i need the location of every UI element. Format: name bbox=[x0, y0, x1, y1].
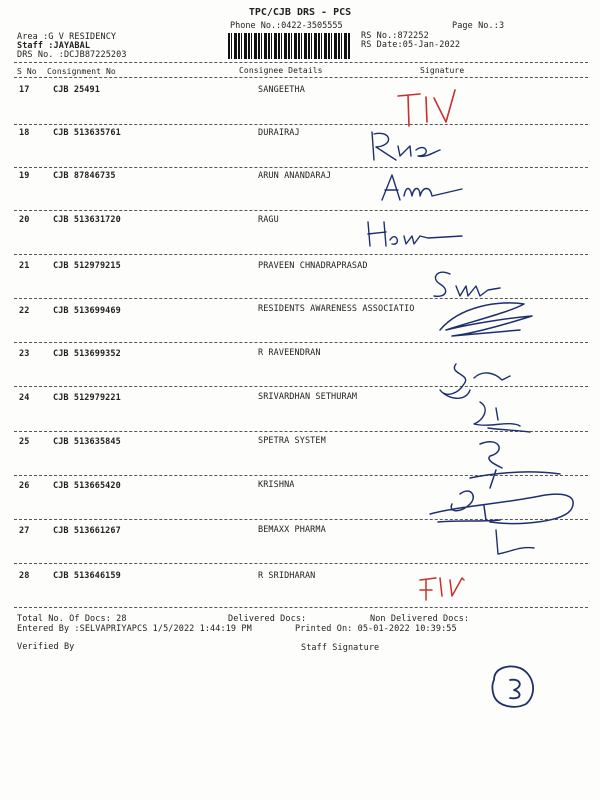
row-consignee: DURAIRAJ bbox=[258, 128, 300, 138]
row-consignee: SANGEETHA bbox=[258, 85, 305, 95]
rs-number: RS No.:872252 bbox=[361, 31, 429, 41]
total-docs: Total No. Of Docs: 28 bbox=[17, 614, 127, 624]
row-sno: 19 bbox=[19, 171, 30, 181]
signature-row-19 bbox=[382, 175, 462, 200]
row-consignee: RAGU bbox=[258, 215, 279, 225]
non-delivered-docs: Non Delivered Docs: bbox=[370, 614, 470, 624]
verification-stamp bbox=[493, 667, 534, 707]
row-consignee: PRAVEEN CHNADRAPRASAD bbox=[258, 261, 368, 271]
row-consignment: CJB 513631720 bbox=[53, 215, 121, 225]
signature-row-26 bbox=[430, 491, 573, 523]
row-consignment: CJB 512979215 bbox=[53, 261, 121, 271]
row-consignee: SPETRA SYSTEM bbox=[258, 436, 326, 446]
phone-number: Phone No.:0422-3505555 bbox=[230, 21, 343, 31]
row-sno: 22 bbox=[19, 306, 30, 316]
row-consignment: CJB 513646159 bbox=[53, 571, 121, 581]
row-sno: 25 bbox=[19, 437, 30, 447]
drs-number: DRS No. :DCJB87225203 bbox=[17, 50, 127, 60]
column-header-signature: Signature bbox=[420, 66, 465, 75]
column-header-consignment: Consignment No bbox=[47, 67, 116, 76]
row-consignment: CJB 513665420 bbox=[53, 481, 121, 491]
row-sno: 26 bbox=[19, 481, 30, 491]
entered-by: Entered By :SELVAPRIYAPCS 1/5/2022 1:44:19 PM bbox=[17, 624, 252, 634]
row-consignment: CJB 513699352 bbox=[53, 349, 121, 359]
column-header-sno: S No bbox=[17, 67, 37, 76]
row-consignment: CJB 513661267 bbox=[53, 526, 121, 536]
signature-row-24 bbox=[474, 402, 530, 432]
signature-row-17 bbox=[398, 90, 455, 126]
row-sno: 23 bbox=[19, 349, 30, 359]
area-label: Area :G V RESIDENCY bbox=[17, 32, 117, 42]
row-consignee: R RAVEENDRAN bbox=[258, 348, 321, 358]
signature-row-23 bbox=[440, 364, 510, 398]
row-consignment: CJB 87846735 bbox=[53, 171, 116, 181]
row-consignment: CJB 513699469 bbox=[53, 306, 121, 316]
row-consignee: SRIVARDHAN SETHURAM bbox=[258, 392, 358, 402]
row-consignment: CJB 513635761 bbox=[53, 128, 121, 138]
row-consignee: RESIDENTS AWARENESS ASSOCIATIO bbox=[258, 304, 415, 314]
row-sno: 28 bbox=[19, 571, 30, 581]
row-consignee: ARUN ANANDARAJ bbox=[258, 171, 332, 181]
signature-row-21 bbox=[434, 272, 500, 296]
row-consignee: BEMAXX PHARMA bbox=[258, 525, 326, 535]
signature-row-22 bbox=[440, 303, 532, 336]
staff-signature-label: Staff Signature bbox=[301, 643, 380, 653]
row-consignment: CJB 513635845 bbox=[53, 437, 121, 447]
row-consignee: KRISHNA bbox=[258, 480, 295, 490]
verified-by-label: Verified By bbox=[17, 642, 75, 652]
page-number: Page No.:3 bbox=[452, 21, 505, 31]
row-sno: 27 bbox=[19, 526, 30, 536]
signature-row-18 bbox=[372, 132, 440, 160]
row-sno: 21 bbox=[19, 261, 30, 271]
row-sno: 20 bbox=[19, 215, 30, 225]
rs-date: RS Date:05-Jan-2022 bbox=[361, 40, 461, 50]
printed-on: Printed On: 05-01-2022 10:39:55 bbox=[295, 624, 457, 634]
row-sno: 17 bbox=[19, 85, 30, 95]
signature-row-27 bbox=[496, 530, 534, 554]
row-sno: 24 bbox=[19, 393, 30, 403]
row-consignment: CJB 512979221 bbox=[53, 393, 121, 403]
document-title: TPC/CJB DRS - PCS bbox=[248, 7, 352, 18]
row-sno: 18 bbox=[19, 128, 30, 138]
column-header-consignee: Consignee Details bbox=[239, 66, 323, 75]
signature-row-25 bbox=[470, 442, 560, 488]
delivered-docs: Delivered Docs: bbox=[228, 614, 307, 624]
row-consignee: R SRIDHARAN bbox=[258, 571, 316, 581]
signature-row-28 bbox=[420, 578, 464, 600]
staff-label: Staff :JAYABAL bbox=[17, 41, 91, 51]
row-consignment: CJB 25491 bbox=[53, 85, 100, 95]
signature-row-20 bbox=[368, 222, 462, 246]
